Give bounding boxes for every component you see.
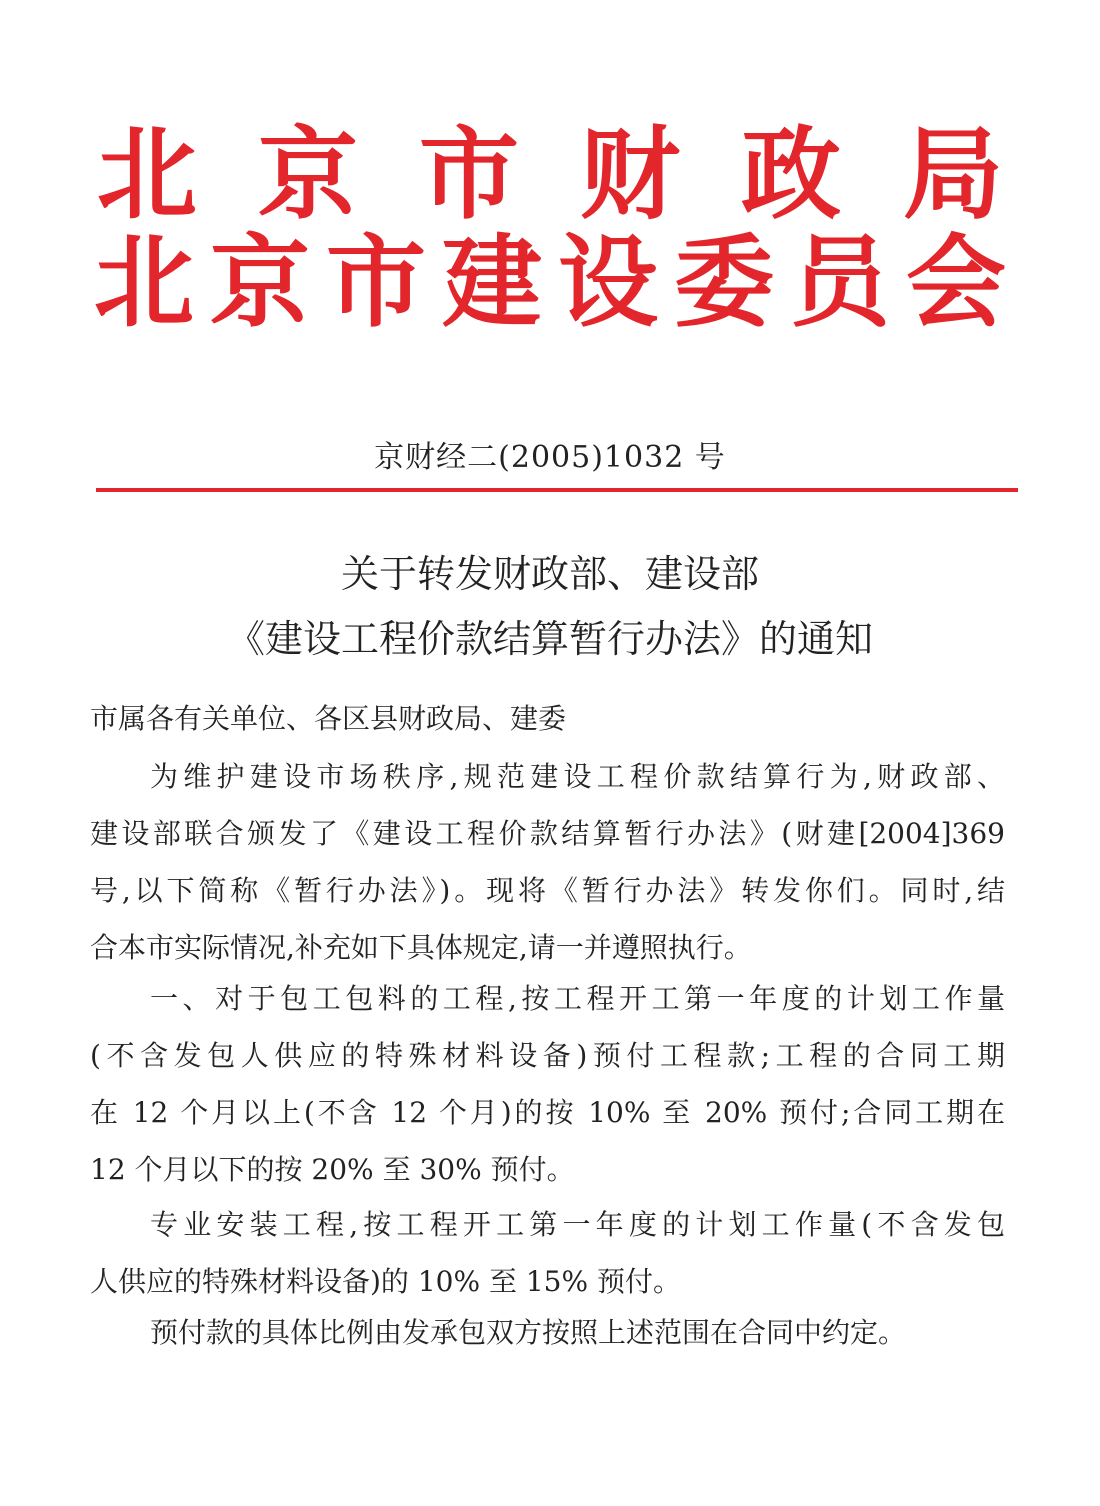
text-line: (不含发包人供应的特殊材料设备)预付工程款;工程的合同工期 — [90, 1039, 1005, 1072]
masthead-char: 财 — [580, 116, 680, 233]
paragraph-ratio — [90, 1304, 1005, 1361]
masthead-char: 局 — [903, 116, 1003, 233]
masthead-char: 设 — [558, 224, 658, 341]
paragraph-item-1 — [90, 970, 1005, 1198]
masthead-char: 北 — [94, 224, 194, 341]
salutation — [90, 690, 1005, 747]
text-line: 为维护建设市场秩序,规范建设工程价款结算行为,财政部、 — [150, 760, 1005, 793]
paragraph-installation — [90, 1196, 1005, 1310]
notice-title-line-1: 关于转发财政部、建设部 — [340, 552, 759, 596]
notice-title-line-2: 《建设工程价款结算暂行办法》的通知 — [226, 617, 873, 661]
red-divider — [96, 488, 1018, 492]
text-line: 12 个月以下的按 20% 至 30% 预付。 — [90, 1153, 575, 1186]
text-line: 号,以下简称《暂行办法》)。现将《暂行办法》转发你们。同时,结 — [90, 874, 1005, 907]
masthead-char: 建 — [442, 224, 542, 341]
agency-name-construction-commission — [92, 224, 1008, 341]
text-line: 合本市实际情况,补充如下具体规定,请一并遵照执行。 — [90, 931, 752, 964]
masthead-char: 会 — [906, 224, 1006, 341]
agency-name-finance-bureau — [92, 116, 1008, 233]
masthead-char: 委 — [674, 224, 774, 341]
paragraph-intro — [90, 748, 1005, 976]
document-number: 京财经二(2005)1032 号 — [374, 440, 726, 475]
salutation-text: 市属各有关单位、各区县财政局、建委 — [90, 702, 567, 735]
text-line: 人供应的特殊材料设备)的 10% 至 15% 预付。 — [90, 1265, 681, 1298]
masthead-char: 京 — [210, 224, 310, 341]
masthead-char: 市 — [326, 224, 426, 341]
masthead-char: 市 — [419, 116, 519, 233]
masthead-char: 京 — [258, 116, 358, 233]
text-line: 建设部联合颁发了《建设工程价款结算暂行办法》(财建[2004]369 — [90, 817, 1005, 850]
masthead-char: 员 — [790, 224, 890, 341]
text-line: 在 12 个月以上(不含 12 个月)的按 10% 至 20% 预付;合同工期在 — [90, 1096, 1005, 1129]
masthead-char: 政 — [741, 116, 841, 233]
masthead-char: 北 — [97, 116, 197, 233]
text-line: 专业安装工程,按工程开工第一年度的计划工作量(不含发包 — [150, 1208, 1005, 1241]
text-line: 一、对于包工包料的工程,按工程开工第一年度的计划工作量 — [150, 982, 1005, 1015]
text-line: 预付款的具体比例由发承包双方按照上述范围在合同中约定。 — [150, 1316, 907, 1349]
